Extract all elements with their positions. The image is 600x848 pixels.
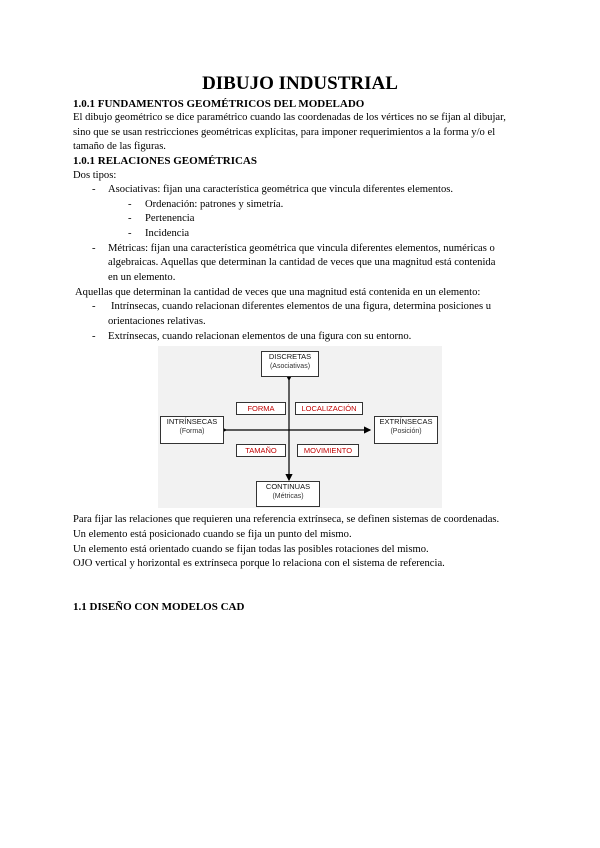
bullet-dash: - <box>92 184 96 195</box>
section-heading-relaciones: 1.0.1 RELACIONES GEOMÉTRICAS <box>73 155 257 167</box>
label-tamano: TAMAÑO <box>236 444 286 457</box>
bullet-dash: - <box>128 228 132 239</box>
section-heading-cad: 1.1 DISEÑO CON MODELOS CAD <box>73 601 245 613</box>
list-item-asociativas: Asociativas: fijan una característica geométrica que vincula diferentes elementos. <box>108 184 454 195</box>
sub-item: Ordenación: patrones y simetría. <box>145 199 284 210</box>
box-continuas <box>256 481 320 507</box>
relations-diagram <box>158 346 442 508</box>
bullet-dash: - <box>128 213 132 224</box>
box-extrinsecas-sub: (Posición) <box>390 428 422 435</box>
paragraph-line: El dibujo geométrico se dice paramétrico cuando las coordenadas de los vértices no se fijan al dibujar, <box>73 112 506 123</box>
box-extrinsecas-label: EXTRÍNSECAS <box>379 417 433 426</box>
sub-item: Pertenencia <box>145 213 195 224</box>
paragraph-line: tamaño de las figuras. <box>73 141 166 152</box>
paragraph-line: sino que se usan restricciones geométricas explícitas, para imponer requerimientos a la forma y/o el <box>73 127 496 138</box>
page-title: DIBUJO INDUSTRIAL <box>202 73 398 94</box>
bullet-dash: - <box>92 301 96 312</box>
label-forma: FORMA <box>236 402 286 415</box>
list-item-extrinsecas: Extrínsecas, cuando relacionan elementos de una figura con su entorno. <box>108 331 412 342</box>
box-continuas-label: CONTINUAS <box>265 482 311 491</box>
list-item-intrinsecas: orientaciones relativas. <box>108 316 206 327</box>
intro-text: Dos tipos: <box>73 170 117 181</box>
section-heading-fundamentos: 1.0.1 FUNDAMENTOS GEOMÉTRICOS DEL MODELADO <box>73 98 365 110</box>
paragraph-line: Un elemento está posicionado cuando se fija un punto del mismo. <box>73 529 352 540</box>
bullet-dash: - <box>128 199 132 210</box>
paragraph-line: Un elemento está orientado cuando se fijan todas las posibles rotaciones del mismo. <box>73 544 429 555</box>
label-localizacion: LOCALIZACIÓN <box>295 402 363 415</box>
bullet-dash: - <box>92 331 96 342</box>
paragraph-line: Aquellas que determinan la cantidad de veces que una magnitud está contenida en un elemento: <box>75 287 481 298</box>
list-item-metricas: algebraicas. Aquellas que determinan la cantidad de veces que una magnitud está contenida <box>108 257 496 268</box>
sub-item: Incidencia <box>145 228 190 239</box>
label-movimiento: MOVIMIENTO <box>297 444 359 457</box>
box-extrinsecas <box>374 416 438 444</box>
list-item-metricas: Métricas: fijan una característica geométrica que vincula diferentes elementos, numéricas o <box>108 243 495 254</box>
box-discretas-sub: (Asociativas) <box>269 363 311 370</box>
paragraph-line: OJO vertical y horizontal es extrínseca porque lo relaciona con el sistema de referencia. <box>73 558 445 569</box>
list-item-intrinsecas: Intrínsecas, cuando relacionan diferentes elementos de una figura, determina posiciones u <box>111 301 492 312</box>
paragraph-line: Para fijar las relaciones que requieren una referencia extrínseca, se definen sistemas de coordenadas. <box>73 514 500 525</box>
box-intrinsecas <box>160 416 224 444</box>
box-discretas <box>261 351 319 377</box>
bullet-dash: - <box>92 243 96 254</box>
list-item-metricas: en un elemento. <box>108 272 176 283</box>
box-discretas-label: DISCRETAS <box>268 352 312 361</box>
box-intrinsecas-label: INTRÍNSECAS <box>166 417 218 426</box>
box-intrinsecas-sub: (Forma) <box>179 428 205 435</box>
box-continuas-sub: (Métricas) <box>272 493 304 500</box>
